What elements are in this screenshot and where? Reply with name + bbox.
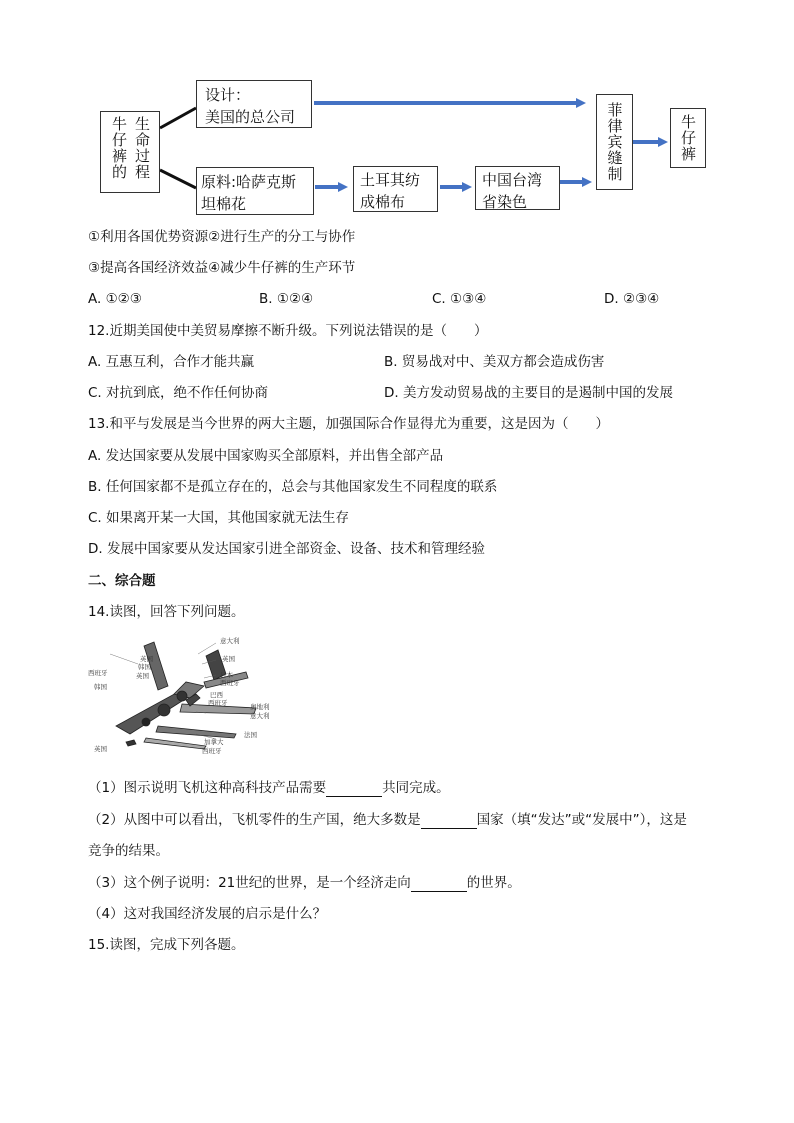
- philippines-box: 菲律宾缝制: [596, 94, 633, 190]
- blank-3[interactable]: [411, 877, 467, 892]
- q11-statement-1: ①利用各国优势资源②进行生产的分工与协作: [88, 229, 356, 245]
- q15-stem: 15.读图，完成下列各题。: [88, 937, 245, 953]
- branch-line-top: [160, 108, 196, 128]
- q11-option-c: C. ①③④: [432, 291, 487, 307]
- plane-label: 西班牙: [88, 669, 108, 677]
- airplane-parts-figure: [86, 634, 276, 759]
- blank-2[interactable]: [421, 814, 477, 829]
- plane-label: 英国: [94, 745, 107, 753]
- taiwan-box: 中国台湾 省染色: [475, 166, 560, 210]
- plane-label: 加拿大: [204, 738, 224, 746]
- plane-label: 韩国: [138, 663, 151, 671]
- section-heading: 二、综合题: [88, 573, 156, 589]
- plane-label: 法国: [244, 731, 257, 739]
- plane-label: 西班牙: [208, 699, 228, 707]
- q12-option-a: A. 互惠互利，合作才能共赢: [88, 354, 255, 370]
- q12-option-b: B. 贸易战对中、美双方都会造成伤害: [384, 354, 605, 370]
- plane-label: 巴西: [210, 691, 223, 699]
- q12-option-d: D. 美方发动贸易战的主要目的是遏制中国的发展: [384, 385, 673, 401]
- design-box: 设计： 美国的总公司: [196, 80, 312, 128]
- plane-label: 意大利: [250, 712, 270, 720]
- q14-stem: 14.读图，回答下列问题。: [88, 604, 245, 620]
- plane-label: 英国: [222, 655, 235, 663]
- plane-label: 西班牙: [202, 747, 222, 755]
- q11-option-b: B. ①②④: [259, 291, 314, 307]
- q11-option-d: D. ②③④: [604, 291, 660, 307]
- plane-label: 日本: [220, 671, 233, 679]
- jeans-process-label: 生命过程 牛仔裤的: [100, 111, 160, 193]
- branch-line-bottom: [160, 170, 196, 188]
- plane-label: 英国: [136, 672, 149, 680]
- q11-option-a: A. ①②③: [88, 291, 142, 307]
- plane-label: 意大利: [220, 637, 240, 645]
- q13-option-a: A. 发达国家要从发展中国家购买全部原料，并出售全部产品: [88, 448, 444, 464]
- blank-1[interactable]: [326, 782, 382, 797]
- q14-sub1: （1）图示说明飞机这种高科技产品需要 共同完成。: [88, 780, 450, 796]
- q14-sub3: （3）这个例子说明：21世纪的世界，是一个经济走向 的世界。: [88, 875, 521, 891]
- plane-label: 西班牙: [220, 679, 240, 687]
- q14-sub2-cont: 竞争的结果。: [88, 843, 169, 859]
- q13-stem: 13.和平与发展是当今世界的两大主题，加强国际合作显得尤为重要，这是因为（ ）: [88, 416, 609, 432]
- q13-option-b: B. 任何国家都不是孤立存在的，总会与其他国家发生不同程度的联系: [88, 479, 498, 495]
- q12-option-c: C. 对抗到底，绝不作任何协商: [88, 385, 269, 401]
- q13-option-d: D. 发展中国家要从发达国家引进全部资金、设备、技术和管理经验: [88, 541, 485, 557]
- q12-stem: 12.近期美国使中美贸易摩擦不断升级。下列说法错误的是（ ）: [88, 323, 488, 339]
- airplane-sketch: [86, 634, 276, 759]
- q14-sub4: （4）这对我国经济发展的启示是什么？: [88, 906, 327, 922]
- turkey-box: 土耳其纺 成棉布: [353, 166, 438, 212]
- plane-label: 英国: [140, 655, 153, 663]
- q13-option-c: C. 如果离开某一大国，其他国家就无法生存: [88, 510, 350, 526]
- q11-statement-2: ③提高各国经济效益④减少牛仔裤的生产环节: [88, 260, 356, 276]
- plane-label: 奥地利: [250, 703, 270, 711]
- q14-sub2: （2）从图中可以看出，飞机零件的生产国，绝大多数是 国家（填“发达”或“发展中”），这是: [88, 812, 687, 828]
- plane-label: 韩国: [94, 683, 107, 691]
- material-box: 原料:哈萨克斯 坦棉花: [196, 167, 314, 215]
- jeans-box: 牛仔裤: [670, 108, 706, 168]
